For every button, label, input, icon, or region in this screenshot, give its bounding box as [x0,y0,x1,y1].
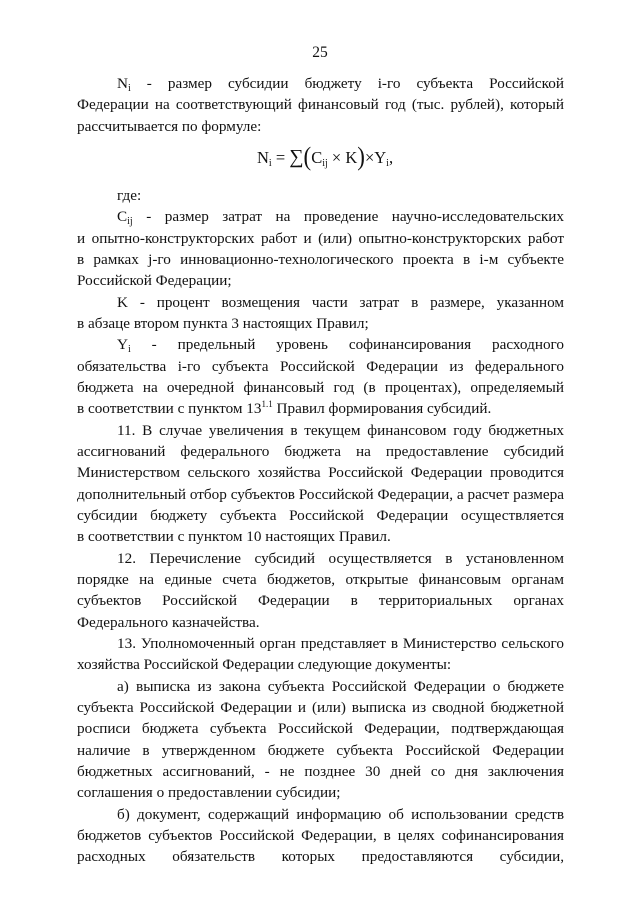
text-line: хозяйства Российской Федерации следующие документы: [77,656,452,673]
text-line: росписи бюджета субъекта Российской Федерации, подтверждающая [77,720,564,737]
text-line: соглашения о предоставлении субсидии; [77,784,341,801]
text-line: 13. Уполномоченный орган представляет в Министерство сельского [117,635,564,652]
text-line [117,206,564,227]
formula-times: × [364,148,375,167]
text-segment: - размер субсидии бюджету i-го субъекта Российской [130,75,564,92]
text-line: а) выписка из закона субъекта Российской Федерации о бюджете [117,678,564,695]
text-line [117,292,564,313]
text-line: б) документ, содержащий информацию об использовании средств [117,806,564,823]
formula-sub-i: i [268,158,272,169]
var-C: C [117,208,128,225]
sum-symbol: ∑ [289,146,304,168]
text-line: субсидии бюджету субъекта Российской Федерации осуществляется [77,507,564,524]
text-line: бюджетов субъектов Российской Федерации, в целях софинансирования [77,827,564,844]
superscript: 1.1 [261,399,273,409]
text-line: где: [117,187,142,204]
subscript-ij: ij [127,216,133,227]
text-line: и опытно-конструкторских работ и (или) опытно-конструкторских работ [77,230,564,247]
page-number: 25 [312,44,328,61]
text-line [117,334,564,355]
text-segment: - размер затрат на проведение научно-исследовательских [132,208,564,225]
text-line: в рамках j-го инновационно-технологического проекта в i-м субъекте [77,251,564,268]
text-line: Федерации на соответствующий финансовый год (тыс. рублей), который [77,96,564,113]
formula-sub-ij: ij [322,158,328,169]
formula-C: C [311,148,323,167]
formula-lparen: ( [303,142,312,171]
text-line: Федерального казначейства. [77,614,260,631]
text-line: 12. Перечисление субсидий осуществляется в установленном [117,550,564,567]
text-line: наличие в утвержденном бюджете субъекта Российской Федерации [77,742,564,759]
var-K: K [117,294,128,311]
text-segment: - процент возмещения части затрат в размере, указанном [127,294,564,311]
subscript-i: i [127,344,131,355]
subscript-i: i [127,83,131,94]
text-line: порядке на единые счета бюджетов, открытые финансовым органам [77,571,564,588]
text-line: Министерством сельского хозяйства Российской Федерации проводится [77,464,564,481]
formula-equals: = [275,148,286,167]
text-line: 11. В случае увеличения в текущем финансовом году бюджетных [117,422,564,439]
text-line: дополнительный отбор субъектов Российской Федерации, а расчет размера [77,486,564,503]
text-line: рассчитывается по формуле: [77,118,262,135]
text-line: ассигнований федерального бюджета на предоставление субсидий [77,443,564,460]
formula-N: N [257,148,269,167]
formula-Y: Y [374,148,387,167]
formula-K: K [345,148,358,167]
text-line [77,398,564,419]
formula-comma: , [388,148,394,167]
text-line: расходных обязательств которых предоставляются субсидии, [77,848,564,865]
text-line: бюджета на очередной финансовый год (в процентах), определяемый [77,379,564,396]
text-line: субъекта Российской Федерации и (или) выписка из сводной бюджетной [77,699,564,716]
text-segment: Правил формирования субсидий. [272,400,492,417]
text-line [117,73,564,94]
text-line: Российской Федерации; [77,272,232,289]
formula [257,143,417,169]
point-number: 13 [246,400,262,417]
formula-times: × [331,148,342,167]
text-line: субъектов Российской Федерации в территориальных органах [77,592,564,609]
text-line: в соответствии с пунктом 10 настоящих Правил. [77,528,391,545]
text-line: в абзаце втором пункта 3 настоящих Правил; [77,315,369,332]
text-line: бюджетных ассигнований, - не позднее 30 дней со дня заключения [77,763,564,780]
formula-sub-i: i [386,158,389,169]
var-N: N [117,75,128,92]
formula-rparen: ) [357,142,365,171]
var-Y: Y [117,336,128,353]
text-segment: в соответствии с пунктом [77,400,247,417]
text-segment: - предельный уровень софинансирования расходного [130,336,564,353]
text-line: обязательства i-го субъекта Российской Федерации из федерального [77,358,564,375]
